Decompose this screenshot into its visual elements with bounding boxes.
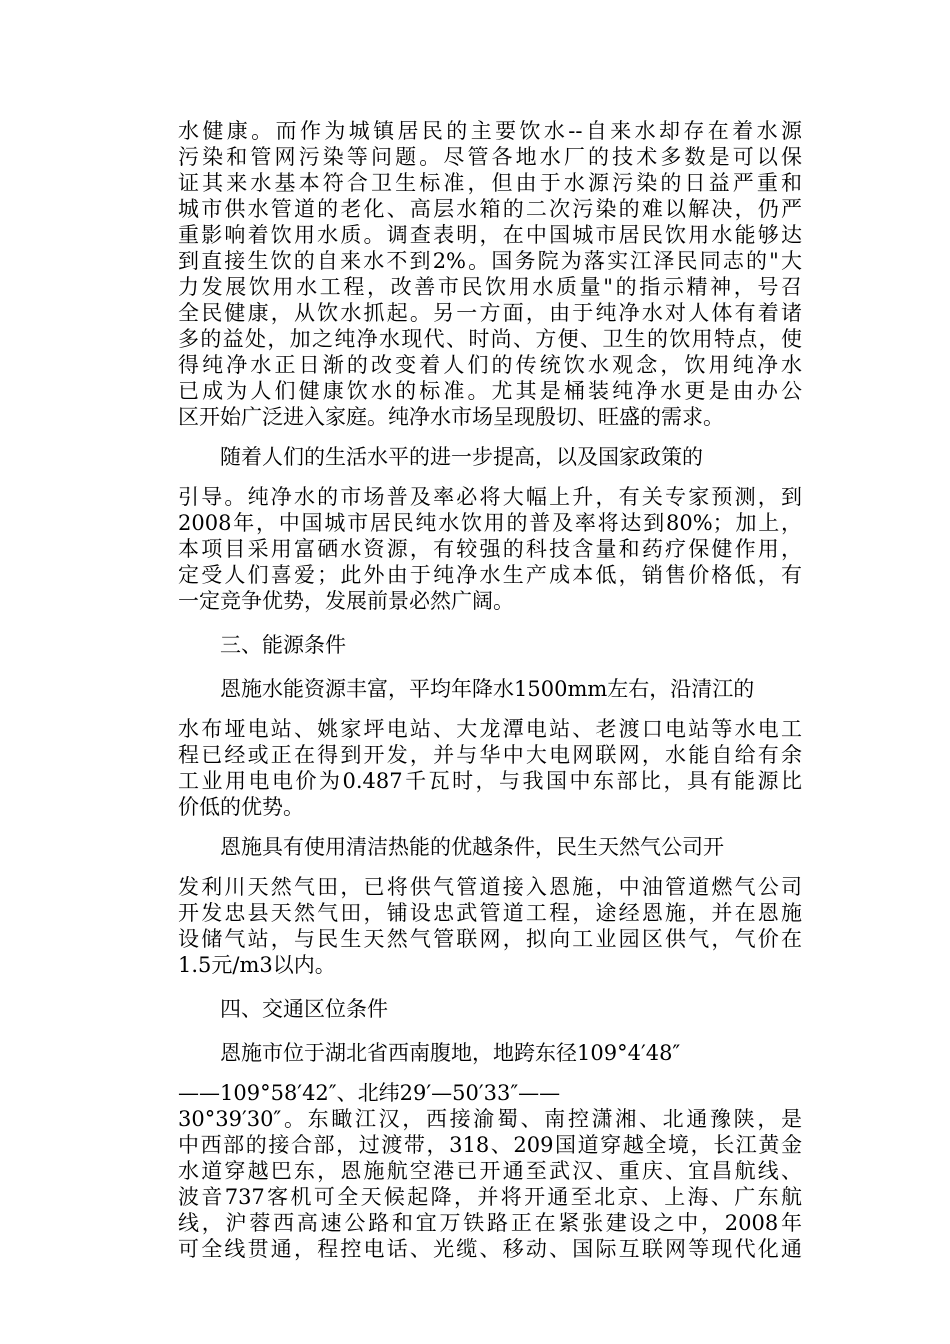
- text-line: 多的益处，加之纯净水现代、时尚、方便、卫生的饮用特点，使: [178, 327, 802, 351]
- text-line: 线，沪蓉西高速公路和宜万铁路正在紧张建设之中，2008年: [178, 1211, 802, 1235]
- text-line: 得纯净水正日渐的改变着人们的传统饮水观念，饮用纯净水: [178, 353, 802, 377]
- text-line: 重影响着饮用水质。调查表明，在中国城市居民饮用水能够达: [178, 223, 802, 247]
- text-line: 设储气站，与民生天然气管联网，拟向工业园区供气，气价在: [178, 927, 802, 951]
- text-line: 30°39′30″。东瞰江汉，西接渝蜀、南控潇湘、北通豫陕，是: [178, 1107, 802, 1131]
- text-line: 城市供水管道的老化、高层水箱的二次污染的难以解决，仍严: [178, 197, 802, 221]
- text-line: 已成为人们健康饮水的标准。尤其是桶装纯净水更是由办公: [178, 379, 802, 403]
- text-line: 水布垭电站、姚家坪电站、大龙潭电站、老渡口电站等水电工: [178, 717, 802, 741]
- text-line: 区开始广泛进入家庭。纯净水市场呈现殷切、旺盛的需求。: [178, 405, 724, 429]
- text-line: 水健康。而作为城镇居民的主要饮水--自来水却存在着水源: [178, 119, 802, 143]
- text-line: 价低的优势。: [178, 795, 304, 819]
- text-line: 定受人们喜爱；此外由于纯净水生产成本低，销售价格低，有: [178, 563, 802, 587]
- text-line: 程已经或正在得到开发，并与华中大电网联网，水能自给有余: [178, 743, 802, 767]
- paragraph-hydropower: [178, 676, 802, 820]
- text-line: 引导。纯净水的市场普及率必将大幅上升，有关专家预测，到: [178, 485, 802, 509]
- text-line: 2008年，中国城市居民纯水饮用的普及率将达到80%；加上，: [178, 511, 802, 535]
- text-line: 波音737客机可全天候起降，并将开通至北京、上海、广东航: [178, 1185, 802, 1209]
- text-line: 证其来水基本符合卫生标准，但由于水源污染的日益严重和: [178, 171, 802, 195]
- text-line: 一定竞争优势，发展前景必然广阔。: [178, 589, 514, 613]
- paragraph-location: [178, 1040, 802, 1262]
- paragraph-natural-gas: [178, 834, 802, 978]
- text-line: 污染和管网污染等问题。尽管各地水厂的技术多数是可以保: [178, 145, 802, 169]
- section-heading-energy: 三、能源条件: [220, 633, 346, 657]
- text-line: 恩施具有使用清洁热能的优越条件，民生天然气公司开: [220, 835, 724, 859]
- text-line: 工业用电电价为0.487千瓦时，与我国中东部比，具有能源比: [178, 769, 802, 793]
- section-heading-transport: 四、交通区位条件: [220, 997, 388, 1021]
- text-line: 全民健康，从饮水抓起。另一方面，由于纯净水对人体有着诸: [178, 301, 802, 325]
- text-line: 水道穿越巴东，恩施航空港已开通至武汉、重庆、宜昌航线、: [178, 1159, 802, 1183]
- text-line: 1.5元/m3以内。: [178, 953, 336, 977]
- text-line: 中西部的接合部，过渡带，318、209国道穿越全境，长江黄金: [178, 1133, 802, 1157]
- paragraph-drinking-water: [178, 118, 802, 430]
- text-line: 发利川天然气田，已将供气管道接入恩施，中油管道燃气公司: [178, 875, 802, 899]
- document-page: [178, 118, 802, 1262]
- paragraph-market-outlook: [178, 444, 802, 614]
- text-line: 恩施市位于湖北省西南腹地，地跨东径109°4′48″: [220, 1041, 681, 1065]
- text-line: 可全线贯通，程控电话、光缆、移动、国际互联网等现代化通: [178, 1237, 802, 1261]
- text-line: 开发忠县天然气田，铺设忠武管道工程，途经恩施，并在恩施: [178, 901, 802, 925]
- text-line: 本项目采用富硒水资源，有较强的科技含量和药疗保健作用，: [178, 537, 802, 561]
- text-line: 恩施水能资源丰富，平均年降水1500mm左右，沿清江的: [220, 677, 755, 701]
- text-line: 随着人们的生活水平的进一步提高，以及国家政策的: [220, 445, 703, 469]
- text-line: 到直接生饮的自来水不到2%。国务院为落实江泽民同志的"大: [178, 249, 802, 273]
- text-line: ——109°58′42″、北纬29′—50′33″——: [178, 1081, 561, 1105]
- text-line: 力发展饮用水工程，改善市民饮用水质量"的指示精神，号召: [178, 275, 802, 299]
